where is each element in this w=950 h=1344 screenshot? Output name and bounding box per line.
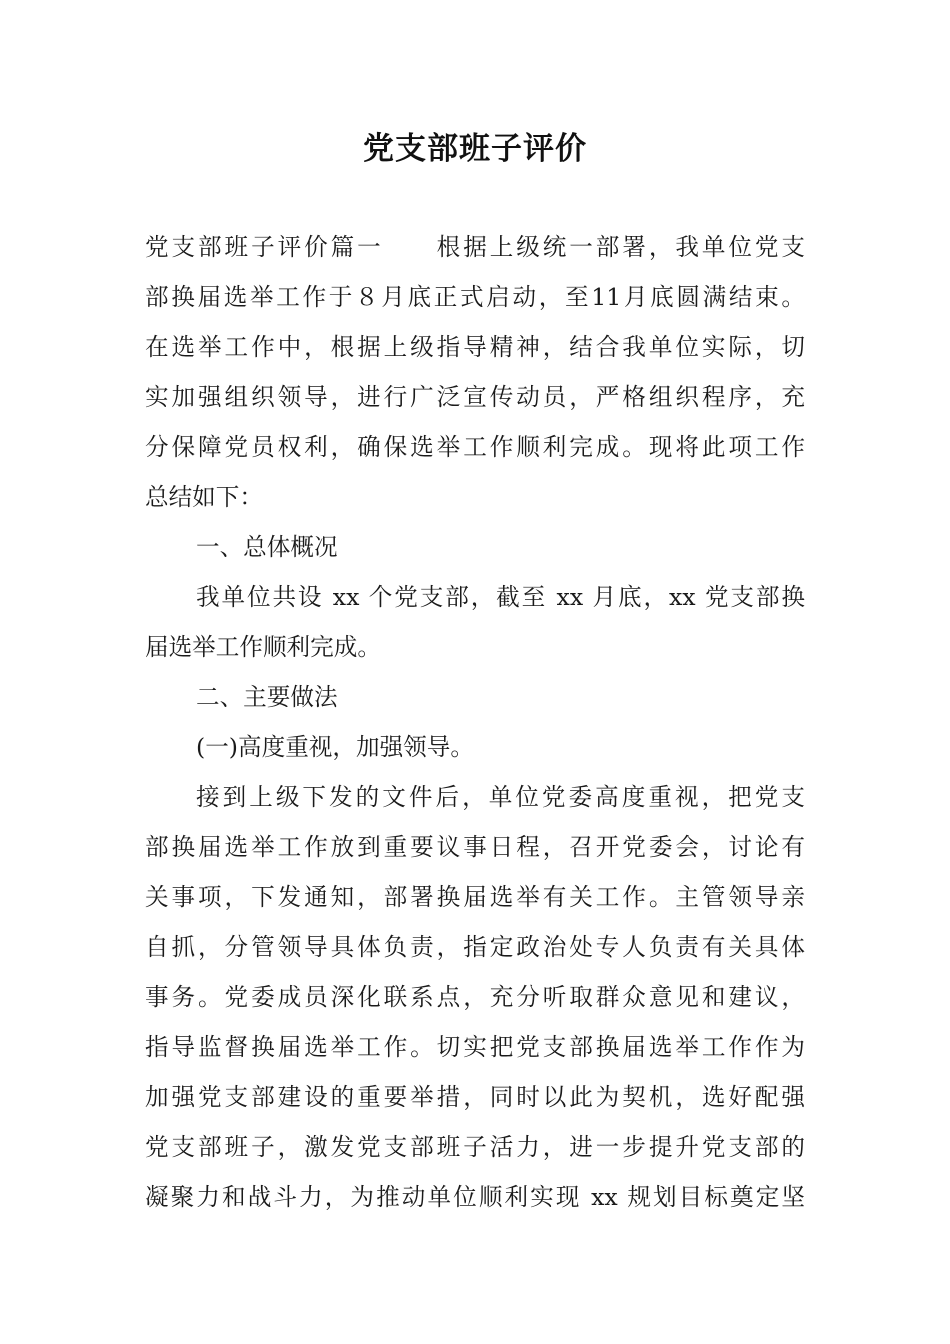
- section-heading: 二、主要做法: [196, 683, 338, 711]
- paragraph-line: 实加强组织领导，进行广泛宣传动员，严格组织程序，充: [145, 383, 805, 411]
- paragraph-line: 我单位共设 xx 个党支部，截至 xx 月底，xx 党支部换: [196, 583, 805, 611]
- paragraph-line: 事务。党委成员深化联系点，充分听取群众意见和建议，: [145, 983, 805, 1011]
- paragraph-line: 部换届选举工作放到重要议事日程，召开党委会，讨论有: [145, 833, 805, 861]
- paragraph-line: 加强党支部建设的重要举措，同时以此为契机，选好配强: [145, 1083, 805, 1111]
- paragraph-line: 自抓，分管领导具体负责，指定政治处专人负责有关具体: [145, 933, 805, 961]
- paragraph-line: 关事项，下发通知，部署换届选举有关工作。主管领导亲: [145, 883, 805, 911]
- paragraph-line: 凝聚力和战斗力，为推动单位顺利实现 xx 规划目标奠定坚: [145, 1183, 805, 1211]
- subsection-heading: (一)高度重视，加强领导。: [196, 733, 474, 761]
- paragraph-line: 指导监督换届选举工作。切实把党支部换届选举工作作为: [145, 1033, 805, 1061]
- section-heading: 一、总体概况: [196, 533, 338, 561]
- paragraph-line: 党支部班子评价篇一 根据上级统一部署，我单位党支: [145, 233, 805, 261]
- paragraph-line: 总结如下：: [145, 483, 263, 511]
- paragraph-line: 分保障党员权利，确保选举工作顺利完成。现将此项工作: [145, 433, 805, 461]
- paragraph-line: 党支部班子，激发党支部班子活力，进一步提升党支部的: [145, 1133, 805, 1161]
- paragraph-line: 部换届选举工作于８月底正式启动，至11月底圆满结束。: [145, 283, 805, 311]
- paragraph-line: 接到上级下发的文件后，单位党委高度重视，把党支: [196, 783, 805, 811]
- document-title: 党支部班子评价: [363, 131, 587, 167]
- paragraph-line: 在选举工作中，根据上级指导精神，结合我单位实际，切: [145, 333, 805, 361]
- paragraph-line: 届选举工作顺利完成。: [145, 633, 381, 661]
